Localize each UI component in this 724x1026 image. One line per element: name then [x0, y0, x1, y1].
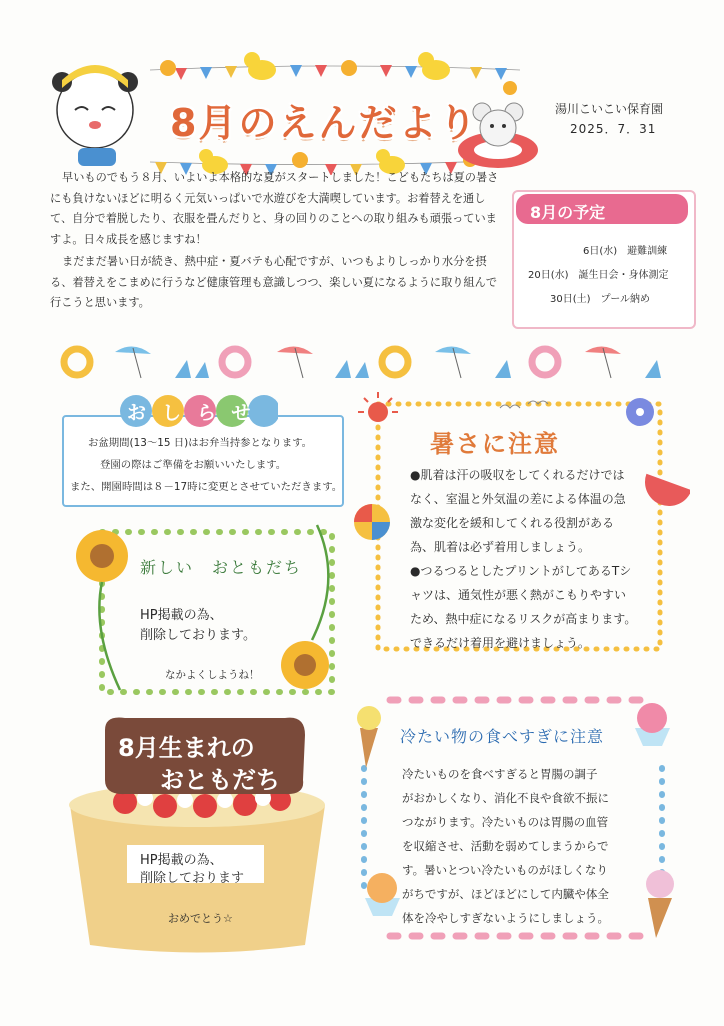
heat-line: ●肌着は汗の吸収をしてくれるだけでは [410, 468, 625, 482]
friends-notice-line: HP掲載の為、 [140, 608, 223, 623]
cold-title: 冷たい物の食べすぎに注意 [400, 727, 605, 746]
friends-subtext: なかよくしようね！ [165, 669, 260, 681]
shaved-ice-icon [365, 873, 400, 916]
notice-title: おしらせ [127, 402, 267, 424]
schedule-title: 8月の予定 [530, 203, 606, 222]
birthday-title-line1: 8月生まれの [118, 734, 255, 762]
heat-line: 為、肌着は必ず着用しましょう。 [410, 540, 591, 554]
sunflower-icon [76, 530, 128, 582]
heat-line: できるだけ着用を避けましょう。 [410, 636, 591, 650]
schedule-item: 20日(水) 誕生日会・身体測定 [528, 270, 669, 281]
cold-line: す。暑いとつい冷たいものがほしくなり [402, 863, 608, 877]
birthday-congrats: おめでとう☆ [168, 912, 233, 925]
birthday-notice-line: 削除しております [140, 871, 245, 886]
panda-character-icon [52, 65, 138, 166]
heat-title: 暑さに注意 [430, 430, 560, 458]
beach-ball-icon [354, 504, 390, 540]
cold-line: を収縮させ、活動を弱めてしまうからで [402, 839, 609, 853]
bunting-top-icon [150, 65, 520, 80]
heat-line: 激な変化を緩和してくれる役割がある [410, 516, 615, 530]
cold-line: つながります。冷たいものは胃腸の血管 [402, 815, 609, 829]
friends-notice-line: 削除しております。 [140, 628, 256, 643]
schedule-item: 30日(土) プール納め [550, 294, 651, 305]
issue-date: 2025．7．31 [570, 122, 657, 136]
notice-line: 登園の際はご準備をお願いいたします。 [100, 459, 287, 471]
page-title: 8月のえんだより [170, 101, 479, 145]
intro-paragraph-1: 早いものでもう８月、いよいよ本格的な夏がスタートしました！こどもたちは夏の暑さにも負けないほどに明るく元気いっぱいで水遊びを大満喫しています。お着替えを通して、自分で着脱したり、衣服を畳んだりと、身の回りのことへの取り組みも頑張っていますよ。日々成長を感じますね！ [50, 171, 499, 246]
friends-title: 新しい おともだち [140, 558, 303, 577]
cold-line: 冷たいものを食べすぎると胃腸の調子 [402, 767, 598, 781]
notice-line: お盆期間(13～15 日)はお弁当持参となります。 [88, 437, 313, 449]
ice-cream-cone-icon [357, 706, 381, 768]
cold-line: がおかしくなり、消化不良や食欲不振に [402, 791, 609, 805]
cold-line: がちですが、ほどほどにして内臓や体全 [402, 887, 609, 901]
notice-line: また、開園時間は８－17時に変更とさせていただきます。 [70, 481, 343, 493]
heat-line: なく、室温と外気温の差による体温の急 [410, 492, 626, 506]
school-name: 湯川こいこい保育園 [555, 102, 664, 116]
sun-red-icon [358, 392, 398, 422]
morning-glory-icon [626, 398, 654, 426]
birthday-notice-line: HP掲載の為、 [140, 853, 223, 868]
cold-line: 体を冷やしすぎないようにしましょう。 [402, 911, 609, 925]
heat-line: ャツは、通気性が悪く熱がこもりやすい [410, 588, 627, 602]
sunflower-icon [281, 641, 329, 689]
shaved-ice-icon [635, 703, 670, 746]
soft-cream-icon [646, 870, 674, 938]
birthday-title-line2: おともだち [160, 766, 280, 794]
schedule-item: 6日(水) 避難訓練 [583, 246, 668, 257]
intro-paragraph-2: まだまだ暑い日が続き、熱中症・夏バテも心配ですが、いつもよりしっかり水分を摂る、着替えをこまめに行うなど健康管理も意識しつつ、楽しい夏になるように取り組んで行こうと思います。 [50, 255, 498, 309]
summer-divider [55, 340, 675, 385]
header-decoration [0, 0, 724, 175]
watermelon-icon [638, 474, 690, 513]
heat-line: ため、熱中症になるリスクが高まります。 [410, 612, 637, 626]
heat-line: ●つるつるとしたプリントがしてあるTシ [410, 564, 632, 578]
